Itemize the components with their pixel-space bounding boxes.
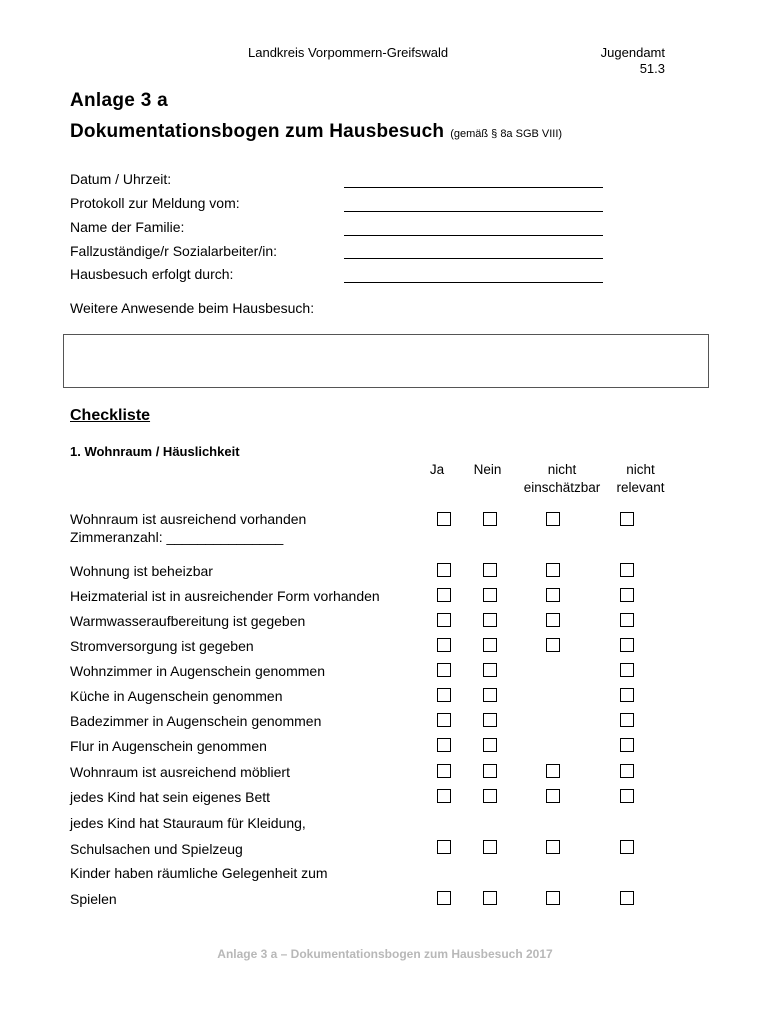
checklist-row-label xyxy=(70,562,213,580)
checkbox-nicht-einschaetzbar[interactable] xyxy=(546,613,560,627)
checklist-row-label-line1: Wohnraum ist ausreichend möbliert xyxy=(70,764,290,780)
checklist-row-label-line2: Zimmeranzahl: _______________ xyxy=(70,529,284,545)
checklist-row-label-line1: Wohnraum ist ausreichend vorhanden xyxy=(70,511,307,527)
checkbox-nicht-relevant[interactable] xyxy=(620,713,634,727)
checkbox-ja[interactable] xyxy=(437,738,451,752)
checklist-row-label xyxy=(70,510,306,546)
checklist-row-label-line1: jedes Kind hat sein eigenes Bett xyxy=(70,789,271,805)
checkbox-nicht-relevant[interactable] xyxy=(620,688,634,702)
checklist-row-label xyxy=(70,763,290,781)
checkbox-nicht-relevant[interactable] xyxy=(620,891,634,905)
checkbox-nicht-relevant[interactable] xyxy=(620,613,634,627)
checkbox-nicht-relevant[interactable] xyxy=(620,738,634,752)
checklist-row-label-line1: Kinder haben räumliche Gelegenheit zum xyxy=(70,865,328,881)
checkbox-nicht-einschaetzbar[interactable] xyxy=(546,891,560,905)
checklist-row-label xyxy=(70,737,267,755)
checkbox-nicht-einschaetzbar[interactable] xyxy=(546,512,560,526)
checkbox-nein[interactable] xyxy=(483,563,497,577)
checkbox-nein[interactable] xyxy=(483,638,497,652)
checkbox-nicht-einschaetzbar[interactable] xyxy=(546,563,560,577)
checkbox-nein[interactable] xyxy=(483,789,497,803)
checklist-heading: Checkliste xyxy=(70,407,151,424)
checkbox-nicht-einschaetzbar[interactable] xyxy=(546,789,560,803)
checkbox-nicht-relevant[interactable] xyxy=(620,638,634,652)
checkbox-nicht-relevant[interactable] xyxy=(620,663,634,677)
checklist-row-label xyxy=(70,662,325,680)
checkbox-nicht-relevant[interactable] xyxy=(620,840,634,854)
checkbox-nein[interactable] xyxy=(483,613,497,627)
checklist-row-label-line1: Flur in Augenschein genommen xyxy=(70,738,267,754)
header-dept-line1: Jugendamt xyxy=(600,45,665,60)
field-line-protokoll[interactable] xyxy=(344,211,603,212)
checkbox-ja[interactable] xyxy=(437,713,451,727)
checkbox-nicht-einschaetzbar[interactable] xyxy=(546,840,560,854)
checkbox-nein[interactable] xyxy=(483,512,497,526)
legal-reference-note: (gemäß § 8a SGB VIII) xyxy=(450,128,563,140)
checkbox-nicht-relevant[interactable] xyxy=(620,512,634,526)
column-header-nein: Nein xyxy=(473,462,502,477)
checkbox-ja[interactable] xyxy=(437,638,451,652)
field-label-datum: Datum / Uhrzeit: xyxy=(70,171,172,187)
field-label-sozialarbeiter: Fallzuständige/r Sozialarbeiter/in: xyxy=(70,243,277,259)
checkbox-nein[interactable] xyxy=(483,588,497,602)
checkbox-ja[interactable] xyxy=(437,613,451,627)
header-department xyxy=(560,45,665,77)
field-line-hausbesuch[interactable] xyxy=(344,282,603,283)
checklist-row-label xyxy=(70,712,321,730)
checkbox-nicht-relevant[interactable] xyxy=(620,588,634,602)
checklist-row-label xyxy=(70,612,305,630)
weitere-anwesende-box[interactable] xyxy=(63,334,709,388)
checkbox-nein[interactable] xyxy=(483,764,497,778)
checklist-row-label-line1: Stromversorgung ist gegeben xyxy=(70,638,254,654)
checklist-row-label-line2: Schulsachen und Spielzeug xyxy=(70,841,243,857)
field-line-familie[interactable] xyxy=(344,235,603,236)
column-header-nicht-relevant-line2: relevant xyxy=(616,480,665,495)
checklist-row-label-line1: Wohnzimmer in Augenschein genommen xyxy=(70,663,325,679)
checkbox-ja[interactable] xyxy=(437,512,451,526)
anlage-heading: Anlage 3 a xyxy=(70,90,169,111)
checkbox-nein[interactable] xyxy=(483,688,497,702)
column-header-nicht-einschaetzbar xyxy=(512,461,612,497)
checklist-row-label-line1: Wohnung ist beheizbar xyxy=(70,563,213,579)
header-dept-line2: 51.3 xyxy=(639,61,665,76)
checkbox-ja[interactable] xyxy=(437,588,451,602)
column-header-ja: Ja xyxy=(429,462,445,477)
checkbox-nicht-einschaetzbar[interactable] xyxy=(546,638,560,652)
checklist-row-label xyxy=(70,687,282,705)
checklist-row-label xyxy=(70,788,270,806)
checkbox-ja[interactable] xyxy=(437,891,451,905)
field-line-datum[interactable] xyxy=(344,187,603,188)
checkbox-ja[interactable] xyxy=(437,688,451,702)
checkbox-nicht-einschaetzbar[interactable] xyxy=(546,588,560,602)
checkbox-ja[interactable] xyxy=(437,663,451,677)
header-org: Landkreis Vorpommern-Greifswald xyxy=(248,45,449,60)
checklist-row-label xyxy=(70,637,254,655)
field-label-familie: Name der Familie: xyxy=(70,219,185,235)
column-header-nicht-einschaetzbar-line1: nicht xyxy=(547,462,577,477)
checklist-row-label xyxy=(70,864,328,908)
document-title-text: Dokumentationsbogen zum Hausbesuch xyxy=(70,121,445,142)
checkbox-nicht-relevant[interactable] xyxy=(620,563,634,577)
checkbox-ja[interactable] xyxy=(437,789,451,803)
checklist-row-label-line1: Warmwasseraufbereitung ist gegeben xyxy=(70,613,306,629)
checklist-row-label-line1: Badezimmer in Augenschein genommen xyxy=(70,713,322,729)
checkbox-nein[interactable] xyxy=(483,663,497,677)
checkbox-nein[interactable] xyxy=(483,738,497,752)
column-header-nicht-einschaetzbar-line2: einschätzbar xyxy=(523,480,601,495)
checkbox-ja[interactable] xyxy=(437,840,451,854)
checkbox-ja[interactable] xyxy=(437,563,451,577)
checkbox-nicht-einschaetzbar[interactable] xyxy=(546,764,560,778)
checkbox-nein[interactable] xyxy=(483,713,497,727)
checklist-row-label-line2: Spielen xyxy=(70,891,117,907)
checkbox-ja[interactable] xyxy=(437,764,451,778)
page-footer: Anlage 3 a – Dokumentationsbogen zum Hausbesuch 2017 xyxy=(217,947,553,961)
field-label-protokoll: Protokoll zur Meldung vom: xyxy=(70,195,240,211)
checklist-row-label xyxy=(70,587,380,605)
checklist-row-label-line1: Küche in Augenschein genommen xyxy=(70,688,283,704)
column-header-nicht-relevant-line1: nicht xyxy=(626,462,655,477)
section-title: 1. Wohnraum / Häuslichkeit xyxy=(70,444,240,459)
field-line-sozialarbeiter[interactable] xyxy=(344,258,603,259)
field-label-hausbesuch: Hausbesuch erfolgt durch: xyxy=(70,266,234,282)
checkbox-nein[interactable] xyxy=(483,840,497,854)
checkbox-nicht-relevant[interactable] xyxy=(620,789,634,803)
document-title xyxy=(70,121,562,143)
checkbox-nein[interactable] xyxy=(483,891,497,905)
column-header-nicht-relevant xyxy=(603,461,678,497)
checklist-row-label xyxy=(70,814,306,858)
checkbox-nicht-relevant[interactable] xyxy=(620,764,634,778)
weitere-anwesende-label: Weitere Anwesende beim Hausbesuch: xyxy=(70,300,315,316)
checklist-row-label-line1: jedes Kind hat Stauraum für Kleidung, xyxy=(70,815,306,831)
checklist-row-label-line1: Heizmaterial ist in ausreichender Form vorhanden xyxy=(70,588,380,604)
